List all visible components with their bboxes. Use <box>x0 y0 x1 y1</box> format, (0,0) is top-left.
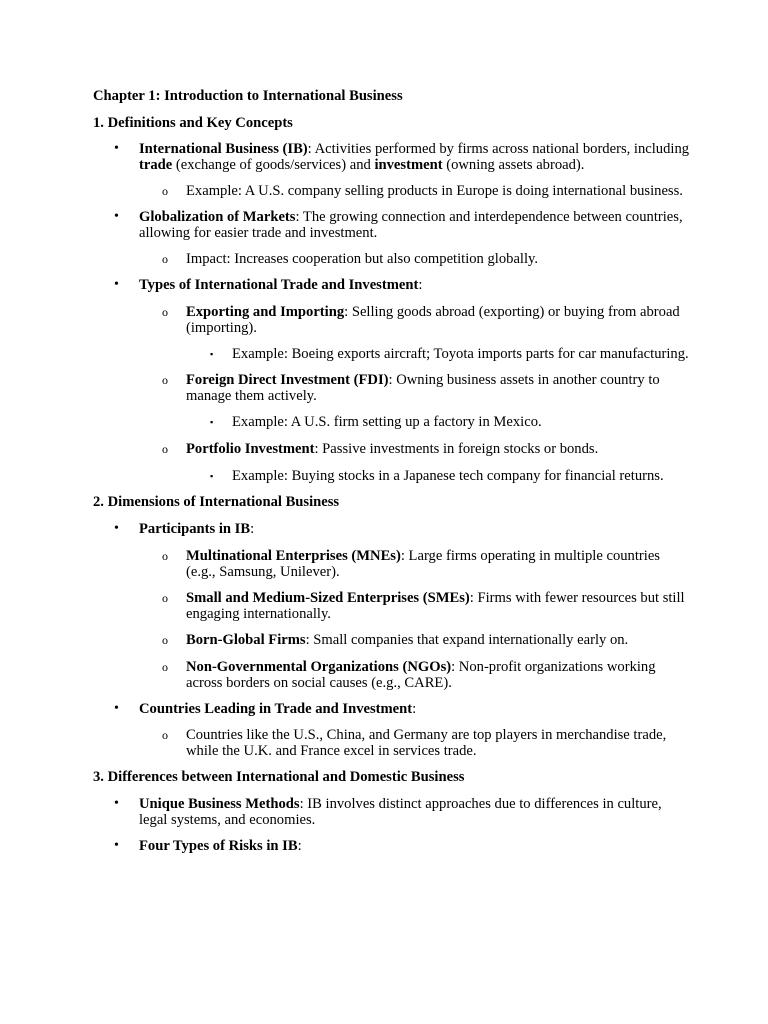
term-mnes: Multinational Enterprises (MNEs) <box>186 548 401 564</box>
list-item-exporting-example: ▪ Example: Boeing exports aircraft; Toyota imports parts for car manufacturing. <box>210 346 689 362</box>
circle-bullet-icon: o <box>162 184 168 198</box>
circle-bullet-icon: o <box>162 549 168 563</box>
term-international-business: International Business (IB) <box>139 141 308 157</box>
circle-bullet-icon: o <box>162 591 168 605</box>
term-trade: trade <box>139 157 173 173</box>
list-item-born-global: o Born-Global Firms: Small companies that expand internationally early on. <box>162 632 629 648</box>
list-item-portfolio-investment: o Portfolio Investment: Passive investments in foreign stocks or bonds. <box>162 441 599 457</box>
list-item-portfolio-example: ▪ Example: Buying stocks in a Japanese tech company for financial returns. <box>210 468 664 484</box>
list-item-fdi-example: ▪ Example: A U.S. firm setting up a factory in Mexico. <box>210 414 542 430</box>
term-smes: Small and Medium-Sized Enterprises (SMEs) <box>186 590 470 606</box>
bullet-icon: • <box>114 141 119 156</box>
circle-bullet-icon: o <box>162 305 168 319</box>
circle-bullet-icon: o <box>162 252 168 266</box>
list-item-participants: • Participants in IB: <box>114 521 255 537</box>
term-four-risks: Four Types of Risks in IB <box>139 838 298 854</box>
bullet-icon: • <box>114 701 119 716</box>
term-portfolio-investment: Portfolio Investment <box>186 441 315 457</box>
list-item-types-of-trade: • Types of International Trade and Investment: <box>114 277 423 293</box>
bullet-icon: • <box>114 277 119 292</box>
chapter-title: Chapter 1: Introduction to International Business <box>93 88 403 104</box>
term-exporting-importing: Exporting and Importing <box>186 304 345 320</box>
section-heading-3: 3. Differences between International and Domestic Business <box>93 769 465 785</box>
list-item-globalization-impact: o Impact: Increases cooperation but also competition globally. <box>162 251 539 267</box>
list-item-fdi: o Foreign Direct Investment (FDI): Owning business assets in another country to manage them actively. <box>162 372 660 404</box>
section-heading-2: 2. Dimensions of International Business <box>93 494 340 510</box>
circle-bullet-icon: o <box>162 660 168 674</box>
bullet-icon: • <box>114 209 119 224</box>
document-body <box>93 88 693 854</box>
circle-bullet-icon: o <box>162 633 168 647</box>
term-ngos: Non-Governmental Organizations (NGOs) <box>186 659 452 675</box>
bullet-icon: • <box>114 796 119 811</box>
list-item-ib-example: o Example: A U.S. company selling products in Europe is doing international business. <box>162 183 683 199</box>
term-born-global: Born-Global Firms <box>186 632 306 648</box>
list-item-globalization: • Globalization of Markets: The growing connection and interdependence between countries, allowing for easier trade and investment. <box>114 209 683 241</box>
list-item-ngos: o Non-Governmental Organizations (NGOs): Non-profit organizations working across borders on social causes (e.g., CARE). <box>162 659 656 691</box>
circle-bullet-icon: o <box>162 373 168 387</box>
list-item-smes: o Small and Medium-Sized Enterprises (SMEs): Firms with fewer resources but still engaging internationally. <box>162 590 685 622</box>
term-types-of-trade: Types of International Trade and Investment <box>139 277 419 293</box>
bullet-icon: • <box>114 521 119 536</box>
list-item-countries-detail: o Countries like the U.S., China, and Germany are top players in merchandise trade, while the U.K. and France excel in services trade. <box>162 727 667 759</box>
bullet-icon: • <box>114 838 119 853</box>
term-unique-methods: Unique Business Methods <box>139 796 300 812</box>
list-item-international-business: • International Business (IB): Activities performed by firms across national borders, including trade (exchange of goods/services) and investment (owning assets abroad). <box>114 141 690 173</box>
square-bullet-icon: ▪ <box>210 349 214 359</box>
section-heading-1: 1. Definitions and Key Concepts <box>93 115 293 131</box>
list-item-countries-leading: • Countries Leading in Trade and Investment: <box>114 701 417 717</box>
list-item-exporting-importing: o Exporting and Importing: Selling goods abroad (exporting) or buying from abroad (importing). <box>162 304 680 336</box>
term-countries-leading: Countries Leading in Trade and Investment <box>139 701 413 717</box>
square-bullet-icon: ▪ <box>210 471 214 481</box>
list-item-mnes: o Multinational Enterprises (MNEs): Large firms operating in multiple countries (e.g., Samsung, Unilever). <box>162 548 660 580</box>
term-fdi: Foreign Direct Investment (FDI) <box>186 372 389 388</box>
list-item-four-risks: • Four Types of Risks in IB: <box>114 838 302 854</box>
term-participants: Participants in IB <box>139 521 251 537</box>
term-globalization: Globalization of Markets <box>139 209 296 225</box>
square-bullet-icon: ▪ <box>210 417 214 427</box>
circle-bullet-icon: o <box>162 728 168 742</box>
list-item-unique-methods: • Unique Business Methods: IB involves distinct approaches due to differences in culture, legal systems, and economies. <box>114 796 662 828</box>
term-investment: investment <box>374 157 443 173</box>
circle-bullet-icon: o <box>162 442 168 456</box>
